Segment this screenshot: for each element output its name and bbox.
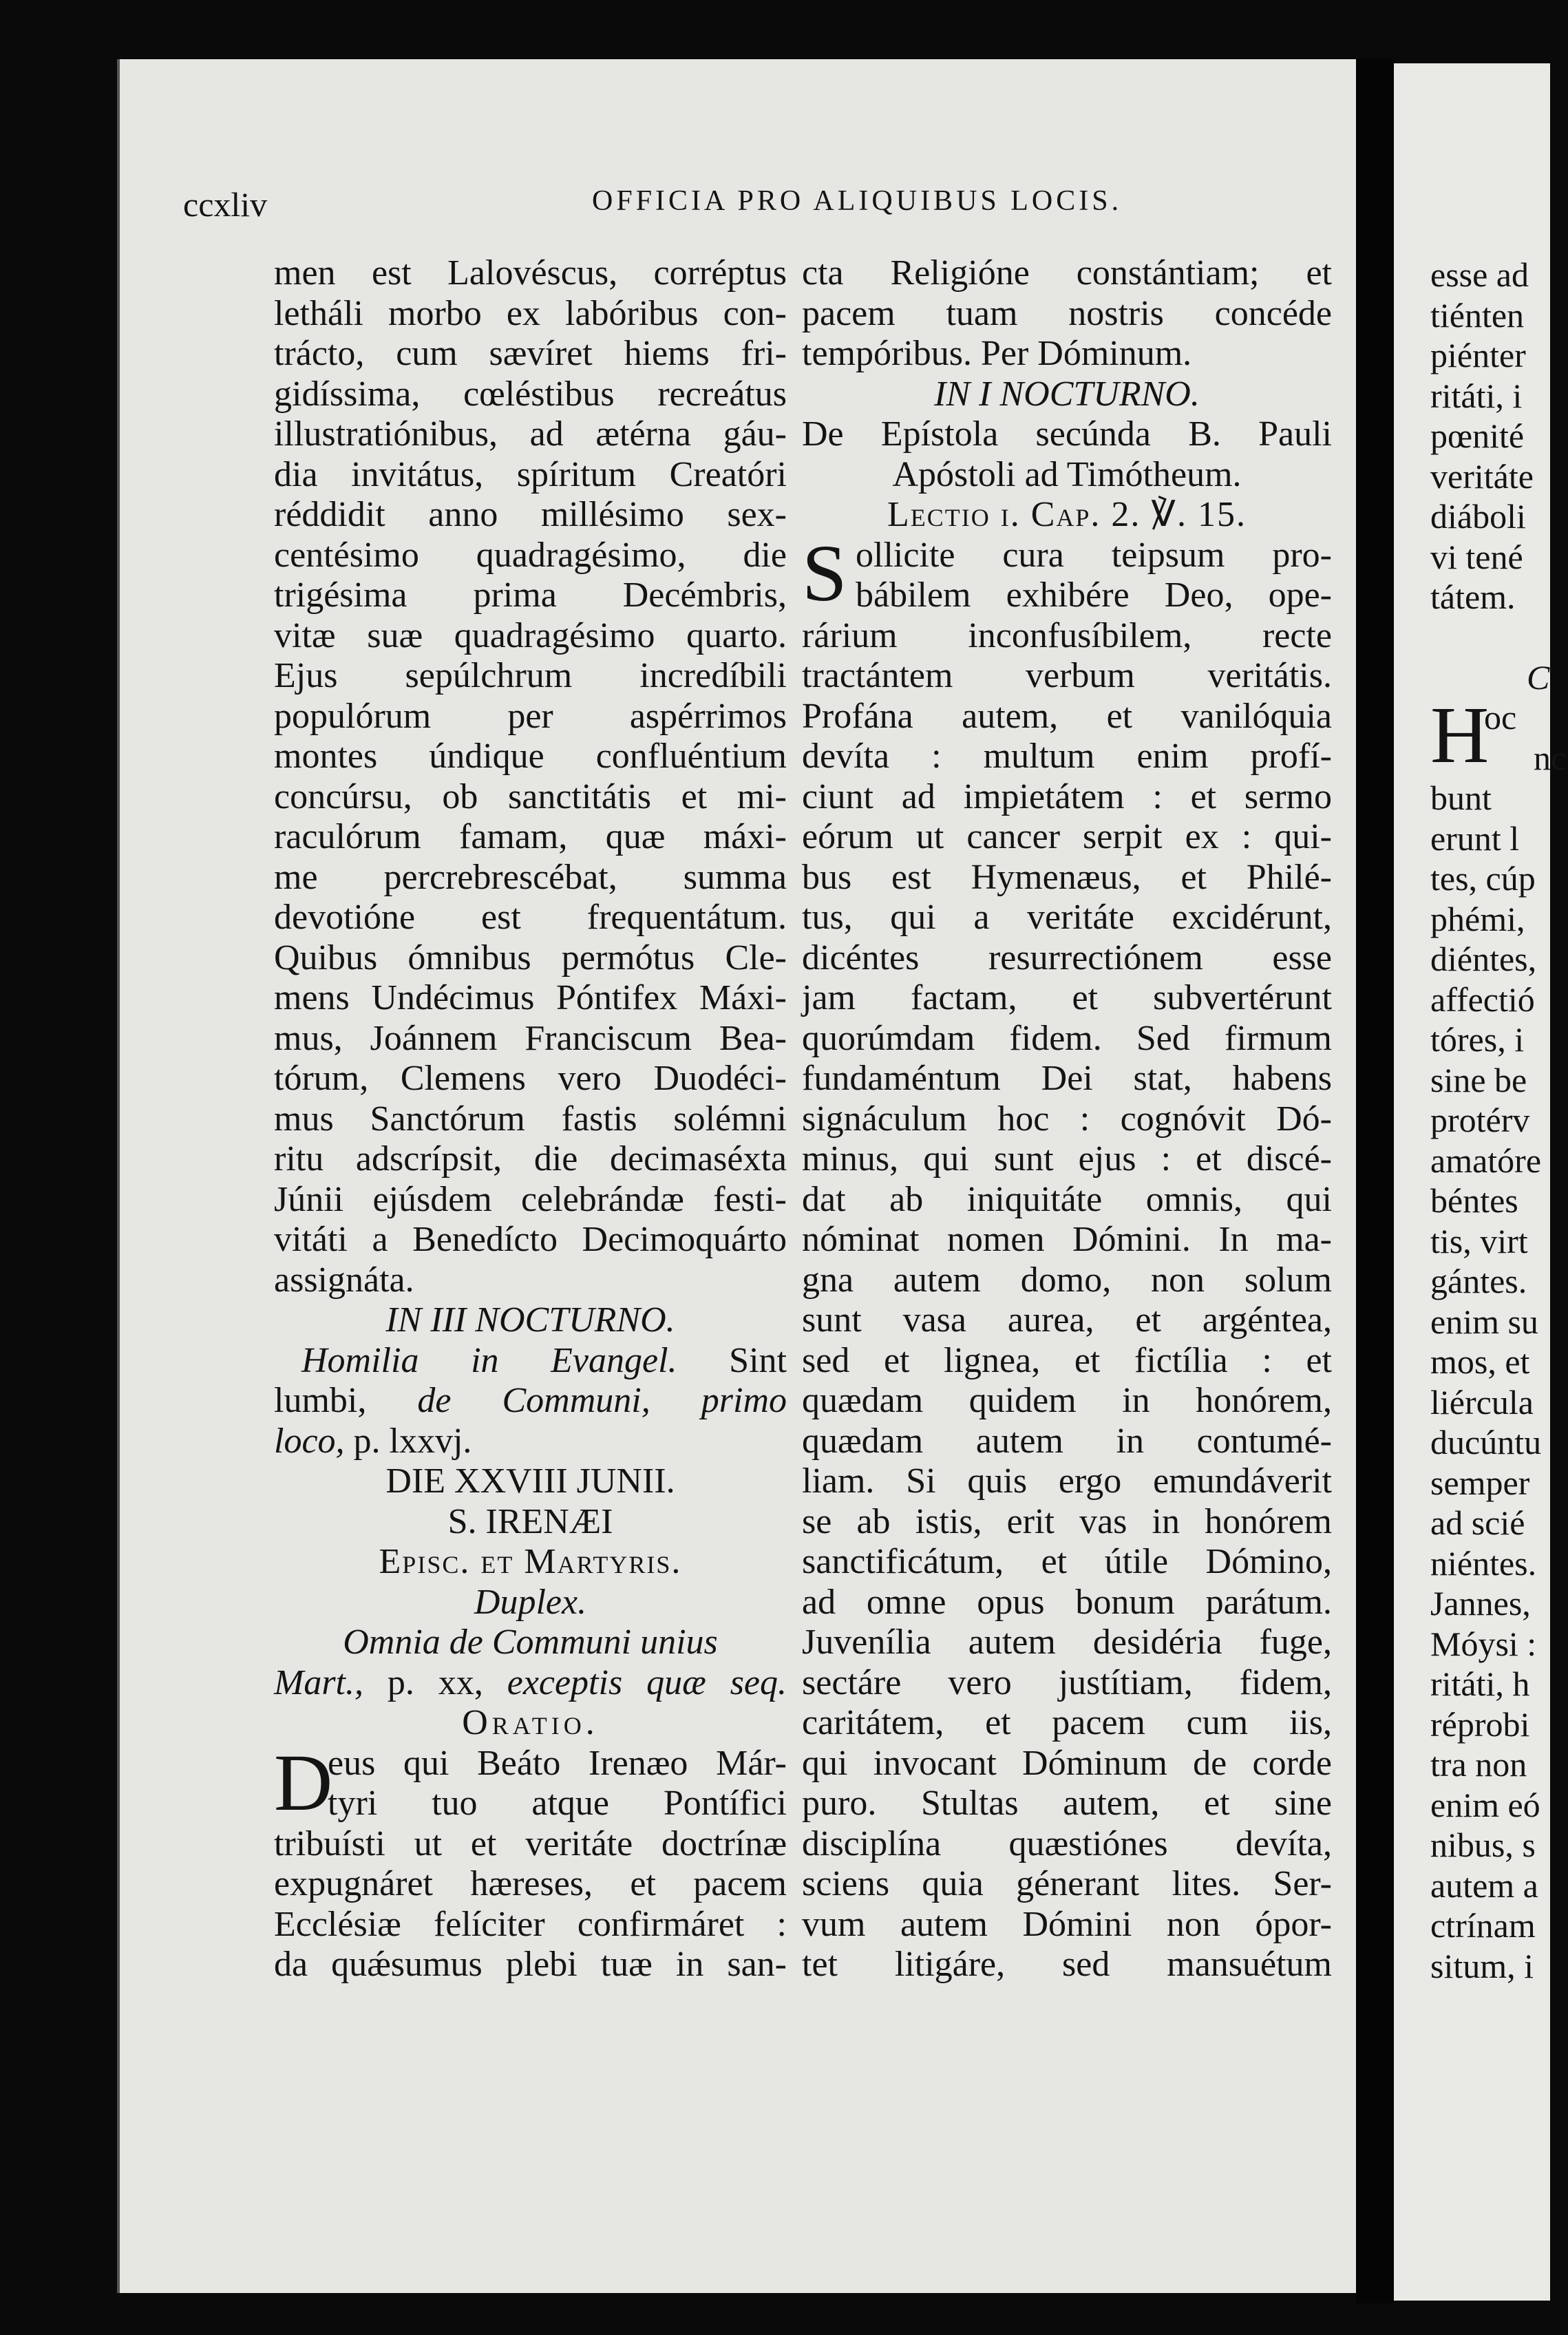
text-line: caritátem, et pacem cum iis, bbox=[802, 1703, 1332, 1742]
text-line: signáculum hoc : cognóvit Dó- bbox=[802, 1099, 1332, 1139]
lectio-heading: Lectio i. Cap. 2. ℣. 15. bbox=[887, 495, 1247, 534]
text-line: me percrebrescébat, summa bbox=[274, 857, 787, 897]
text-line: men est Lalovéscus, corréptus bbox=[274, 253, 787, 293]
text-line: ad scié bbox=[1430, 1503, 1525, 1542]
text-line: Jannes, bbox=[1430, 1584, 1531, 1623]
text-line: sine be bbox=[1430, 1060, 1527, 1099]
oratio-line: eus qui Beáto Irenæo Már- bbox=[328, 1743, 787, 1783]
lectio-line: ollicite cura teipsum pro- bbox=[856, 535, 1332, 575]
oratio-line: Ecclésiæ felíciter confirmáret : bbox=[274, 1904, 787, 1944]
text-line: trácto, cum sævíret hiems fri- bbox=[274, 334, 787, 373]
lectio-first-lines bbox=[802, 527, 1332, 618]
text-line: puro. Stultas autem, et sine bbox=[802, 1784, 1332, 1823]
text-line: jam factam, et subvertérunt bbox=[802, 978, 1332, 1017]
text-line: tóres, i bbox=[1430, 1020, 1525, 1059]
text-line: gántes. bbox=[1430, 1262, 1527, 1300]
oratio-dropcap: D bbox=[274, 1737, 333, 1828]
text-line: réprobi bbox=[1430, 1704, 1530, 1744]
text-line: nc bbox=[1534, 738, 1567, 777]
text-line: oc bbox=[1484, 698, 1517, 737]
text-line: bunt bbox=[1430, 779, 1492, 817]
text-line: tes, cúp bbox=[1430, 859, 1536, 898]
text-line: sectáre vero justítiam, fidem, bbox=[802, 1662, 1332, 1702]
rubric-line1: Omnia de Communi unius bbox=[343, 1623, 718, 1662]
text-line: ad omne opus bonum parátum. bbox=[802, 1582, 1332, 1622]
text-line: diéntes, bbox=[1430, 940, 1537, 978]
homilia-line3: loco, p. lxxvj. bbox=[274, 1421, 472, 1461]
text-line: liércula bbox=[1430, 1382, 1534, 1422]
text-line: bus est Hymenæus, et Philé- bbox=[802, 857, 1332, 897]
text-line: amatóre bbox=[1430, 1141, 1542, 1180]
feast-title: Episc. et Martyris. bbox=[379, 1542, 682, 1581]
text-line: situm, i bbox=[1430, 1946, 1534, 1985]
text-line: quædam autem in contumé- bbox=[802, 1421, 1332, 1461]
text-line: gidíssima, cœléstibus recreátus bbox=[274, 374, 787, 414]
text-line: dat ab iniquitáte omnis, qui bbox=[802, 1179, 1332, 1219]
text-line: tórum, Clemens vero Duodéci- bbox=[274, 1059, 787, 1098]
text-line: cta Religióne constántiam; et bbox=[802, 253, 1332, 293]
text-line: Ejus sepúlchrum incredíbili bbox=[274, 656, 787, 695]
text-line: tis, virt bbox=[1430, 1221, 1528, 1260]
text-line: béntes bbox=[1430, 1181, 1518, 1220]
text-line: affectió bbox=[1430, 980, 1535, 1019]
text-line: centésimo quadragésimo, die bbox=[274, 535, 787, 575]
text-line: quædam quidem in honórem, bbox=[802, 1381, 1332, 1420]
oratio-heading: Oratio. bbox=[462, 1703, 599, 1742]
text-line: ritu adscrípsit, die decimaséxta bbox=[274, 1139, 787, 1179]
running-title: OFFICIA PRO ALIQUIBUS LOCIS. bbox=[592, 185, 1123, 217]
text-line: mus, Joánnem Franciscum Bea- bbox=[274, 1018, 787, 1058]
text-line: vitæ suæ quadragésimo quarto. bbox=[274, 615, 787, 655]
text-line: devotióne est frequentátum. bbox=[274, 898, 787, 937]
text-line: enim eó bbox=[1430, 1785, 1540, 1824]
text-line: réddidit anno millésimo sex- bbox=[274, 495, 787, 534]
text-line: Profána autem, et vanilóquia bbox=[802, 696, 1332, 736]
oratio-text bbox=[274, 1737, 787, 1985]
nocturn3-heading: IN III NOCTURNO. bbox=[385, 1300, 675, 1340]
text-line: esse ad bbox=[1430, 255, 1529, 294]
text-line: ciunt ad impietátem : et sermo bbox=[802, 776, 1332, 816]
oratio-block bbox=[274, 1737, 787, 1985]
text-line: raculórum famam, quæ máxi- bbox=[274, 817, 787, 856]
text-line: tátem. bbox=[1430, 578, 1516, 616]
text-line: montes úndique confluéntium bbox=[274, 737, 787, 776]
text-line: qui invocant Dóminum de corde bbox=[802, 1743, 1332, 1783]
homilia-line1: Homilia in Evangel. Sint bbox=[301, 1340, 787, 1380]
col3-dropcap-block bbox=[1430, 690, 1568, 780]
oratio-line: da quǽsumus plebi tuæ in san- bbox=[274, 1945, 787, 1984]
text-line: mens Undécimus Póntifex Máxi- bbox=[274, 978, 787, 1017]
text-line: vitáti a Benedícto Decimoquárto bbox=[274, 1220, 787, 1259]
text-line: concúrsu, ob sanctitátis et mi- bbox=[274, 776, 787, 816]
text-line: letháli morbo ex labóribus con- bbox=[274, 293, 787, 333]
text-line: tus, qui a veritáte excidérunt, bbox=[802, 898, 1332, 937]
col3-dropcap: H bbox=[1430, 690, 1490, 780]
text-line: Juvenília autem desidéria fuge, bbox=[802, 1623, 1332, 1662]
text-line: erunt l bbox=[1430, 818, 1520, 858]
oratio-line: tyri tuo atque Pontífici bbox=[328, 1784, 787, 1823]
text-line: tractántem verbum veritátis. bbox=[802, 656, 1332, 695]
text-line: assignáta. bbox=[274, 1260, 414, 1300]
page-number: ccxliv bbox=[183, 185, 268, 224]
text-line: trigésima prima Decémbris, bbox=[274, 575, 787, 615]
text-line: phémi, bbox=[1430, 899, 1525, 938]
feast-rank: Duplex. bbox=[474, 1582, 587, 1622]
text-line: gna autem domo, non solum bbox=[802, 1260, 1332, 1300]
text-line: pacem tuam nostris concéde bbox=[802, 293, 1332, 333]
feast-date: DIE XXVIII JUNII. bbox=[385, 1461, 675, 1501]
text-line: dicéntes resurrectiónem esse bbox=[802, 938, 1332, 978]
text-line: illustratiónibus, ad ætérna gáu- bbox=[274, 414, 787, 454]
text-line: ducúntu bbox=[1430, 1423, 1542, 1461]
text-line: sed et lignea, et fictília : et bbox=[802, 1340, 1332, 1380]
text-line: devíta : multum enim profí- bbox=[802, 737, 1332, 776]
text-line: ritáti, h bbox=[1430, 1665, 1530, 1703]
epistle-line1: De Epístola secúnda B. Pauli bbox=[802, 414, 1332, 454]
col2-top-text bbox=[802, 253, 1332, 374]
epistle-line2: Apóstoli ad Timótheum. bbox=[892, 454, 1242, 494]
book-gutter bbox=[1356, 59, 1394, 2303]
text-line: tra non bbox=[1430, 1745, 1527, 1784]
text-line: nóminat nomen Dómini. In ma- bbox=[802, 1220, 1332, 1259]
text-line: protérv bbox=[1430, 1101, 1530, 1139]
text-line: enim su bbox=[1430, 1302, 1538, 1341]
text-line: autem a bbox=[1430, 1866, 1538, 1905]
text-line: ctrínam bbox=[1430, 1906, 1536, 1945]
text-line: liam. Si quis ergo emundáverit bbox=[802, 1461, 1332, 1501]
text-line: eórum ut cancer serpit ex : qui- bbox=[802, 817, 1332, 856]
text-line: sciens quia génerant lites. Ser- bbox=[802, 1864, 1332, 1903]
text-line: semper bbox=[1430, 1463, 1530, 1502]
col1-text bbox=[274, 253, 787, 1300]
text-line: ritáti, i bbox=[1430, 376, 1523, 415]
text-line: Móysi : bbox=[1430, 1624, 1537, 1663]
column-right-cropped bbox=[1430, 255, 1568, 1986]
column-middle bbox=[802, 253, 1332, 1985]
text-line: vum autem Dómini non ópor- bbox=[802, 1904, 1332, 1944]
lectio-block bbox=[802, 527, 1332, 618]
oratio-line: expugnáret hæreses, et pacem bbox=[274, 1864, 787, 1903]
text-line: mos, et bbox=[1430, 1342, 1530, 1381]
text-line: se ab istis, erit vas in honórem bbox=[802, 1501, 1332, 1541]
text-line: disciplína quæstiónes devíta, bbox=[802, 1824, 1332, 1863]
text-line: dia invitátus, spíritum Creatóri bbox=[274, 454, 787, 494]
rubric-line2: Mart., p. xx, exceptis quæ seq. bbox=[274, 1662, 787, 1702]
lectio-line: bábilem exhibére Deo, ope- bbox=[856, 575, 1332, 615]
text-line: quorúmdam fidem. Sed firmum bbox=[802, 1018, 1332, 1058]
text-line: pœnité bbox=[1430, 416, 1525, 455]
feast-saint: S. IRENÆI bbox=[447, 1501, 613, 1541]
text-line: niéntes. bbox=[1430, 1543, 1537, 1583]
text-line: tet litigáre, sed mansuétum bbox=[802, 1945, 1332, 1984]
text-line: nibus, s bbox=[1430, 1826, 1536, 1864]
page-header bbox=[0, 184, 1550, 233]
text-line: populórum per aspérrimos bbox=[274, 696, 787, 736]
col3-text-b bbox=[1430, 778, 1568, 1986]
text-line: veritáte bbox=[1430, 456, 1534, 496]
text-line: vi tené bbox=[1430, 537, 1523, 576]
lectio-dropcap: S bbox=[802, 527, 847, 618]
col3-heading: C bbox=[1527, 657, 1550, 697]
text-line: piénter bbox=[1430, 336, 1526, 374]
col2-text bbox=[802, 616, 1332, 1985]
text-line: mus Sanctórum fastis solémni bbox=[274, 1099, 787, 1139]
text-line: sunt vasa aurea, et argéntea, bbox=[802, 1300, 1332, 1340]
text-line: diáboli bbox=[1430, 497, 1526, 536]
text-line: fundaméntum Dei stat, habens bbox=[802, 1059, 1332, 1098]
text-line: sanctificátum, et útile Dómino, bbox=[802, 1542, 1332, 1581]
text-line: Júnii ejúsdem celebrándæ festi- bbox=[274, 1179, 787, 1219]
text-line: tiénten bbox=[1430, 295, 1525, 335]
column-left bbox=[274, 253, 787, 1985]
text-line: Quibus ómnibus permótus Cle- bbox=[274, 938, 787, 978]
text-line: minus, qui sunt ejus : et discé- bbox=[802, 1139, 1332, 1179]
col3-text-a bbox=[1430, 255, 1568, 617]
text-line: rárium inconfusíbilem, recte bbox=[802, 615, 1332, 655]
nocturn1-heading: IN I NOCTURNO. bbox=[934, 374, 1200, 414]
text-line: tempóribus. Per Dóminum. bbox=[802, 334, 1192, 373]
oratio-line: tribuísti ut et veritáte doctrínæ bbox=[274, 1824, 787, 1863]
homilia-line2: lumbi, de Communi, primo bbox=[274, 1381, 787, 1420]
